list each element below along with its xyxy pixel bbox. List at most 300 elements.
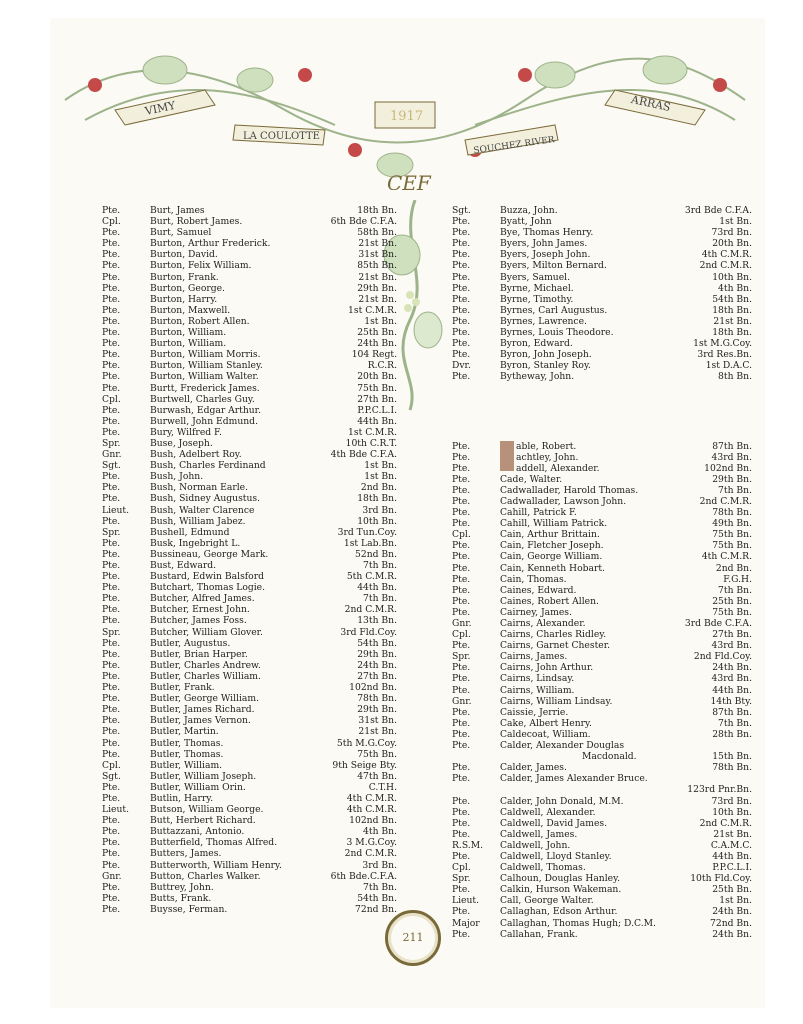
- entry-rank: Pte.: [452, 462, 471, 474]
- roll-entry: [102, 749, 397, 760]
- entry-unit: 54th Bn.: [357, 892, 397, 904]
- entry-rank: Pte.: [102, 748, 121, 760]
- entry-unit: 1st Bn.: [364, 460, 397, 472]
- entry-name: Burton, William Morris.: [150, 349, 261, 361]
- entry-rank: Pte.: [102, 426, 121, 438]
- entry-unit: 4th C.M.R.: [346, 804, 397, 816]
- entry-rank: Pte.: [102, 903, 121, 915]
- roll-entry: [102, 782, 397, 793]
- entry-name: Butler, Frank.: [150, 682, 215, 694]
- entry-name: Caldwell, Lloyd Stanley.: [500, 850, 612, 862]
- entry-unit: 10th Bn.: [712, 806, 752, 818]
- entry-unit: 3rd Res.Bn.: [697, 349, 752, 361]
- entry-name: Bush, William Jabez.: [150, 515, 246, 527]
- entry-name: Byrnes, Carl Augustus.: [500, 304, 608, 316]
- entry-name: achtley, John.: [516, 451, 579, 463]
- entry-rank: Pte.: [452, 740, 471, 752]
- entry-unit: 3rd Tun.Coy.: [337, 526, 397, 538]
- entry-unit: 85th Bn.: [357, 260, 397, 272]
- roll-entry: [102, 693, 397, 704]
- entry-name: Bury, Wilfred F.: [150, 426, 222, 438]
- entry-rank: Pte.: [102, 715, 121, 727]
- roll-entry: [102, 615, 397, 626]
- entry-unit: 10th C.R.T.: [345, 437, 397, 449]
- roll-entry: [452, 829, 752, 840]
- page-number: 211: [402, 931, 424, 944]
- entry-unit: 15th Bn.: [712, 751, 752, 763]
- entry-name: Bust, Edward.: [150, 560, 217, 571]
- entry-rank: Pte.: [102, 271, 121, 283]
- entry-name: able, Robert.: [516, 440, 577, 452]
- roll-entry: [452, 651, 752, 662]
- entry-name: Burtwell, Charles Guy.: [150, 393, 255, 405]
- entry-name: Byrnes, Lawrence.: [500, 315, 587, 327]
- entry-rank: Pte.: [452, 584, 471, 596]
- entry-name: Bytheway, John.: [500, 371, 575, 383]
- roll-entry: [102, 416, 397, 427]
- entry-rank: Cpl.: [102, 393, 121, 405]
- entry-rank: Pte.: [452, 540, 471, 552]
- entry-name: Byron, John Joseph.: [500, 349, 592, 361]
- entry-name: Burton, Felix William.: [150, 260, 252, 272]
- entry-rank: Pte.: [452, 371, 471, 383]
- entry-name: Bush, Norman Earle.: [150, 482, 249, 494]
- entry-name: Butcher, James Foss.: [150, 615, 247, 627]
- roll-entry: [452, 629, 752, 640]
- roll-entry: [452, 840, 752, 851]
- entry-unit: 2nd C.M.R.: [699, 817, 752, 829]
- entry-name: Butler, William Orin.: [150, 781, 246, 793]
- entry-unit: 29th Bn.: [712, 473, 752, 485]
- entry-rank: Pte.: [452, 595, 471, 607]
- entry-name: Caldwell, David James.: [500, 817, 608, 829]
- roll-entry: [452, 205, 752, 216]
- entry-name: Burton, George.: [150, 282, 225, 294]
- roll-entry: [452, 773, 752, 784]
- entry-unit: 1st Bn.: [719, 216, 752, 228]
- entry-name: Cain, Thomas.: [500, 573, 567, 585]
- entry-unit: 7th Bn.: [363, 560, 397, 571]
- roll-entry: [102, 738, 397, 749]
- entry-unit: 5th M.G.Coy.: [336, 737, 397, 749]
- entry-name: Bye, Thomas Henry.: [500, 227, 594, 239]
- roll-entry: [452, 441, 752, 452]
- entry-unit: 29th Bn.: [357, 704, 397, 716]
- roll-entry: [102, 793, 397, 804]
- entry-unit: 75th Bn.: [712, 540, 752, 552]
- entry-unit: 18th Bn.: [357, 493, 397, 505]
- entry-rank: Pte.: [452, 216, 471, 228]
- entry-rank: Pte.: [452, 606, 471, 618]
- entry-unit: 4th C.M.R.: [346, 792, 397, 804]
- entry-unit: F.G.H.: [723, 573, 752, 585]
- entry-unit: 1st Bn.: [719, 895, 752, 907]
- entry-rank: Pte.: [452, 884, 471, 896]
- entry-name: Byrne, Michael.: [500, 282, 574, 294]
- entry-rank: Pte.: [452, 451, 471, 463]
- entry-rank: Pte.: [102, 537, 121, 549]
- entry-name: Cairns, James.: [500, 651, 568, 663]
- entry-name: Caldwell, Alexander.: [500, 806, 596, 818]
- entry-unit: 78th Bn.: [357, 693, 397, 705]
- entry-name: Macdonald.: [582, 751, 637, 763]
- entry-unit: 3rd Fld.Coy.: [340, 626, 397, 638]
- ribbon-text-la-coulotte: LA COULOTTE: [243, 131, 320, 142]
- entry-unit: 4th C.M.R.: [701, 249, 752, 261]
- entry-name: Cahill, Patrick F.: [500, 507, 577, 519]
- entry-name: Cake, Albert Henry.: [500, 717, 592, 729]
- entry-unit: 44th Bn.: [357, 582, 397, 594]
- entry-name: Cairns, Charles Ridley.: [500, 629, 607, 641]
- entry-rank: Pte.: [102, 315, 121, 327]
- entry-rank: Pte.: [102, 737, 121, 749]
- roll-entry: [102, 527, 397, 538]
- entry-unit: 27th Bn.: [357, 393, 397, 405]
- entry-unit: 1st M.G.Coy.: [693, 338, 752, 350]
- entry-unit: 9th Seige Bty.: [332, 759, 397, 771]
- ribbon-la-coulotte: [233, 125, 325, 145]
- entry-unit: 20th Bn.: [712, 238, 752, 250]
- entry-rank: Pte.: [452, 717, 471, 729]
- roll-entry: [452, 895, 752, 906]
- entry-unit: 24th Bn.: [712, 906, 752, 918]
- entry-name: Byrne, Timothy.: [500, 293, 574, 305]
- entry-name: Calkin, Hurson Wakeman.: [500, 884, 622, 896]
- entry-rank: Pte.: [102, 604, 121, 616]
- entry-name: Caldwell, Thomas.: [500, 862, 586, 874]
- entry-name: Butts, Frank.: [150, 892, 212, 904]
- entry-name: Callaghan, Edson Arthur.: [500, 906, 618, 918]
- entry-name: Cadwallader, Lawson John.: [500, 495, 627, 507]
- entry-name: Cairns, Alexander.: [500, 618, 586, 629]
- ribbon-text-arras: ARRAS: [629, 93, 672, 115]
- roll-entry: [452, 529, 752, 540]
- roll-entry: [102, 837, 397, 848]
- entry-name: Burton, Robert Allen.: [150, 315, 250, 327]
- entry-unit: 2nd C.M.R.: [699, 260, 752, 272]
- entry-unit: 1st C.M.R.: [348, 304, 397, 316]
- roll-entry: [102, 549, 397, 560]
- entry-rank: Pte.: [452, 762, 471, 774]
- roll-entry: [102, 360, 397, 371]
- entry-name: Butler, Charles Andrew.: [150, 659, 261, 671]
- entry-unit: R.C.R.: [367, 360, 397, 372]
- entry-rank: Gnr.: [452, 695, 472, 707]
- entry-name: Burt, Robert James.: [150, 216, 243, 228]
- entry-unit: 104 Regt.: [351, 349, 397, 361]
- entry-name: Burt, Samuel: [150, 227, 212, 239]
- roll-entry: [452, 518, 752, 529]
- entry-unit: 87th Bn.: [712, 706, 752, 718]
- roll-entry: [102, 682, 397, 693]
- entry-name: addell, Alexander.: [516, 462, 600, 474]
- entry-rank: Pte.: [452, 440, 471, 452]
- entry-rank: Pte.: [452, 906, 471, 918]
- entry-rank: Pte.: [102, 382, 121, 394]
- entry-name: Butcher, William Glover.: [150, 626, 263, 638]
- entry-rank: Lieut.: [452, 895, 480, 907]
- entry-unit: 6th Bde.C.F.A.: [330, 870, 397, 882]
- entry-unit: 7th Bn.: [718, 484, 752, 496]
- entry-rank: Pte.: [452, 573, 471, 585]
- roll-entry: [102, 394, 397, 405]
- entry-name: Caissie, Jerrie.: [500, 706, 569, 718]
- roll-entry: [102, 427, 397, 438]
- entry-name: Cain, Arthur Brittain.: [500, 529, 600, 541]
- roll-entry: [102, 604, 397, 615]
- roll-entry: [102, 516, 397, 527]
- roll-entry: [452, 918, 752, 929]
- entry-unit: 18th Bn.: [357, 205, 397, 216]
- entry-unit: 72nd Bn.: [710, 917, 752, 929]
- entry-name: Buttazzani, Antonio.: [150, 826, 245, 838]
- entry-rank: Pte.: [102, 837, 121, 849]
- entry-name: Byers, Samuel.: [500, 271, 571, 283]
- entry-rank: Pte.: [102, 349, 121, 361]
- entry-rank: Pte.: [102, 615, 121, 627]
- entry-rank: Spr.: [452, 651, 471, 663]
- entry-unit: 75th Bn.: [712, 529, 752, 541]
- entry-rank: Cpl.: [452, 862, 471, 874]
- entry-unit: 52nd Bn.: [355, 548, 397, 560]
- entry-name: Caldecoat, William.: [500, 728, 591, 740]
- entry-rank: Pte.: [452, 806, 471, 818]
- entry-name: Button, Charles Walker.: [150, 870, 261, 882]
- roll-entry: [452, 596, 752, 607]
- entry-unit: 4th Bde C.F.A.: [330, 449, 397, 461]
- entry-unit: 54th Bn.: [712, 293, 752, 305]
- roll-column-left: [102, 205, 397, 915]
- entry-name: Byatt, John: [500, 216, 552, 228]
- entry-rank: Pte.: [452, 817, 471, 829]
- entry-rank: Gnr.: [452, 618, 472, 629]
- entry-rank: Pte.: [102, 892, 121, 904]
- entry-unit: 27th Bn.: [712, 629, 752, 641]
- roll-entry: [102, 294, 397, 305]
- roll-entry: [102, 205, 397, 216]
- entry-unit: 73rd Bn.: [711, 227, 752, 239]
- roll-entry: [102, 848, 397, 859]
- entry-unit: 18th Bn.: [712, 304, 752, 316]
- entry-name: Burton, Harry.: [150, 293, 218, 305]
- entry-rank: Pte.: [102, 371, 121, 383]
- entry-unit: 54th Bn.: [357, 637, 397, 649]
- entry-rank: Spr.: [452, 873, 471, 885]
- entry-rank: Pte.: [102, 205, 121, 216]
- entry-name: Busk, Ingebright L.: [150, 537, 241, 549]
- entry-name: Burwash, Edgar Arthur.: [150, 404, 261, 416]
- entry-name: Burwell, John Edmund.: [150, 415, 258, 427]
- entry-rank: Pte.: [452, 850, 471, 862]
- entry-unit: 2nd Fld.Coy.: [693, 651, 752, 663]
- entry-rank: Pte.: [102, 792, 121, 804]
- entry-unit: 102nd Bn.: [349, 682, 397, 694]
- entry-unit: 29th Bn.: [357, 648, 397, 660]
- entry-name: Byron, Edward.: [500, 338, 573, 350]
- roll-entry: [452, 551, 752, 562]
- entry-rank: Pte.: [102, 593, 121, 605]
- roll-entry: [102, 405, 397, 416]
- roll-entry: [102, 871, 397, 882]
- entry-name: Burton, William Stanley.: [150, 360, 263, 372]
- roll-entry: [102, 627, 397, 638]
- entry-rank: Cpl.: [102, 759, 121, 771]
- entry-name: Callahan, Frank.: [500, 928, 578, 940]
- entry-rank: Pte.: [452, 551, 471, 563]
- roll-entry: [102, 371, 397, 382]
- entry-rank: Pte.: [452, 282, 471, 294]
- entry-rank: Pte.: [102, 659, 121, 671]
- entry-rank: Sgt.: [102, 460, 121, 472]
- ribbon-arras: [605, 90, 705, 125]
- entry-unit: 43rd Bn.: [711, 451, 752, 463]
- roll-entry: [452, 563, 752, 574]
- entry-unit: 5th C.M.R.: [346, 571, 397, 583]
- entry-unit: 7th Bn.: [718, 717, 752, 729]
- entry-rank: Pte.: [452, 293, 471, 305]
- roll-entry: [102, 272, 397, 283]
- entry-rank: Spr.: [102, 626, 121, 638]
- roll-entry: [102, 826, 397, 837]
- entry-rank: Pte.: [452, 728, 471, 740]
- entry-unit: 3rd Bn.: [362, 859, 397, 871]
- entry-name: Butler, Brian Harper.: [150, 648, 248, 660]
- roll-entry: [452, 485, 752, 496]
- entry-unit: 3 M.G.Coy.: [346, 837, 397, 849]
- ribbon-text-souchez-river: SOUCHEZ RIVER: [472, 135, 556, 157]
- entry-rank: Spr.: [102, 526, 121, 538]
- entry-name: Buysse, Ferman.: [150, 903, 228, 915]
- roll-entry: [452, 685, 752, 696]
- roll-entry: [102, 760, 397, 771]
- roll-entry: [452, 718, 752, 729]
- entry-name: Byron, Stanley Roy.: [500, 360, 591, 372]
- entry-rank: Pte.: [102, 815, 121, 827]
- entry-rank: Pte.: [102, 693, 121, 705]
- entry-rank: Pte.: [452, 562, 471, 574]
- entry-rank: Pte.: [452, 662, 471, 674]
- ribbon-text-vimy: VIMY: [143, 98, 177, 118]
- entry-unit: 1st Bn.: [364, 315, 397, 327]
- entry-rank: Pte.: [452, 315, 471, 327]
- entry-unit: 14th Bty.: [710, 695, 752, 707]
- entry-unit: 21st Bn.: [713, 828, 752, 840]
- entry-unit: 44th Bn.: [712, 850, 752, 862]
- entry-unit: 21st Bn.: [358, 271, 397, 283]
- entry-name: Bussineau, George Mark.: [150, 548, 269, 560]
- entry-name: Burton, William Walter.: [150, 371, 259, 383]
- entry-unit: 75th Bn.: [712, 606, 752, 618]
- roll-entry: [452, 272, 752, 283]
- entry-rank: Pte.: [102, 249, 121, 261]
- roll-entry: [102, 327, 397, 338]
- entry-rank: Lieut.: [102, 504, 130, 516]
- entry-rank: Pte.: [452, 238, 471, 250]
- roll-entry: [452, 673, 752, 684]
- entry-name: Butchart, Thomas Logie.: [150, 582, 266, 594]
- entry-unit: 2nd C.M.R.: [699, 495, 752, 507]
- roll-entry: [452, 294, 752, 305]
- roll-entry: [452, 574, 752, 585]
- entry-name: Callaghan, Thomas Hugh; D.C.M.: [500, 917, 656, 929]
- entry-rank: Pte.: [102, 482, 121, 494]
- entry-name: Butler, Charles William.: [150, 670, 261, 682]
- roll-entry: [102, 349, 397, 360]
- roll-entry: [102, 471, 397, 482]
- entry-unit: 75th Bn.: [357, 748, 397, 760]
- entry-unit: 25th Bn.: [712, 884, 752, 896]
- entry-unit: 87th Bn.: [712, 440, 752, 452]
- roll-entry: [452, 327, 752, 338]
- entry-name: Burton, Frank.: [150, 271, 219, 283]
- entry-rank: Pte.: [452, 928, 471, 940]
- entry-unit: 2nd C.M.R.: [344, 604, 397, 616]
- entry-name: Cahill, William Patrick.: [500, 518, 608, 530]
- roll-entry: [452, 260, 752, 271]
- roll-entry: [452, 696, 752, 707]
- entry-name: Butcher, Ernest John.: [150, 604, 250, 616]
- cef-monogram: CEF: [387, 171, 431, 190]
- entry-unit: 31st Bn.: [358, 249, 397, 261]
- entry-unit: C.A.M.C.: [710, 839, 752, 851]
- roll-column-right: [452, 205, 752, 940]
- entry-unit: 4th Bn.: [363, 826, 397, 838]
- entry-name: Caines, Robert Allen.: [500, 595, 599, 607]
- entry-rank: Pte.: [452, 227, 471, 239]
- entry-rank: Pte.: [102, 493, 121, 505]
- roll-entry: [452, 807, 752, 818]
- entry-unit: 24th Bn.: [712, 928, 752, 940]
- roll-entry: [102, 249, 397, 260]
- roll-entry: [102, 649, 397, 660]
- ribbon-vimy: [115, 90, 215, 125]
- entry-unit: 18th Bn.: [712, 327, 752, 339]
- entry-rank: Pte.: [102, 560, 121, 571]
- roll-entry: [102, 560, 397, 571]
- roll-entry: [452, 884, 752, 895]
- entry-rank: Pte.: [102, 881, 121, 893]
- entry-rank: Pte.: [102, 260, 121, 272]
- entry-name: Cain, George William.: [500, 551, 603, 563]
- roll-entry: [452, 360, 752, 371]
- entry-name: Butler, Augustus.: [150, 637, 231, 649]
- roll-entry: [452, 929, 752, 940]
- roll-entry: [452, 452, 752, 463]
- entry-unit: 7th Bn.: [718, 584, 752, 596]
- roll-entry: [102, 438, 397, 449]
- entry-unit: 43rd Bn.: [711, 673, 752, 685]
- entry-unit: 21st Bn.: [358, 238, 397, 250]
- entry-unit: 4th Bn.: [718, 282, 752, 294]
- roll-entry: [452, 474, 752, 485]
- entry-unit: 2nd C.M.R.: [344, 848, 397, 860]
- entry-rank: Pte.: [452, 271, 471, 283]
- roll-entry: [452, 216, 752, 227]
- entry-rank: Pte.: [102, 781, 121, 793]
- entry-name: Calder, John Donald, M.M.: [500, 795, 624, 807]
- entry-unit: 1st C.M.R.: [348, 426, 397, 438]
- entry-rank: Pte.: [452, 795, 471, 807]
- entry-unit: 3rd Bde C.F.A.: [684, 618, 752, 629]
- roll-entry: [102, 538, 397, 549]
- roll-entry: [102, 638, 397, 649]
- roll-entry: [102, 216, 397, 227]
- entry-rank: Pte.: [452, 518, 471, 530]
- entry-name: Butterworth, William Henry.: [150, 859, 282, 871]
- entry-name: Butterfield, Thomas Alfred.: [150, 837, 278, 849]
- entry-name: Bushell, Edmund: [150, 526, 230, 538]
- entry-unit: C.T.H.: [368, 781, 397, 793]
